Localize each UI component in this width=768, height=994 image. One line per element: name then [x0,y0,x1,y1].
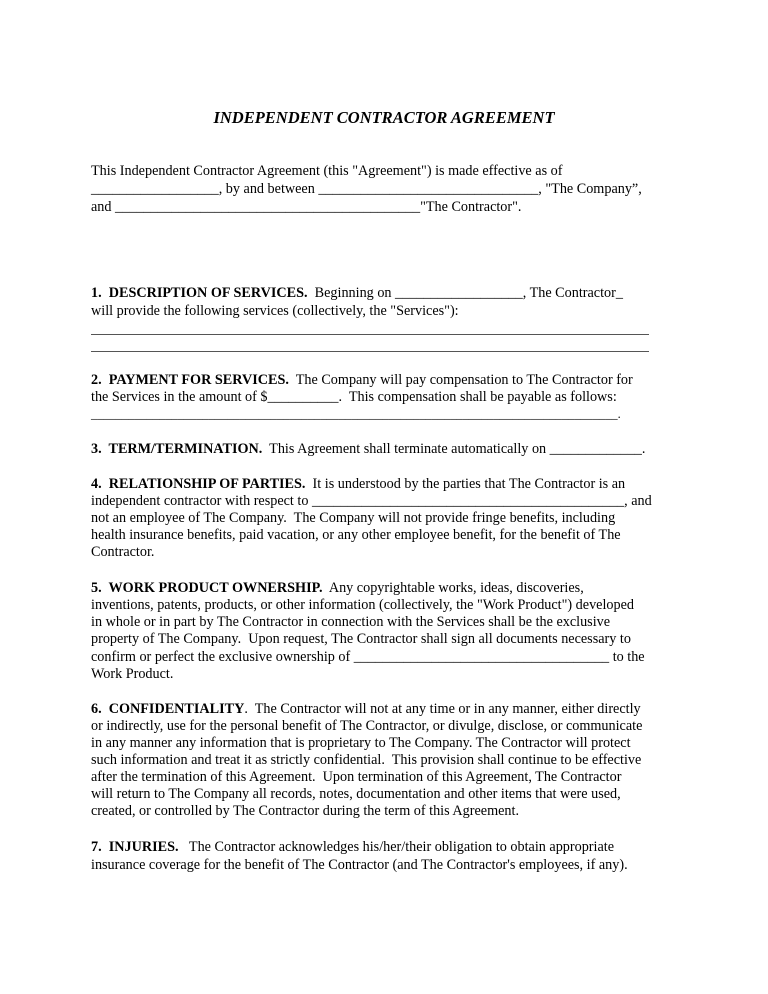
section-4-text: It is understood by the parties that The Contractor is an [305,476,626,492]
section-6-line-6: will return to The Company all records, notes, documentation and other items that were used, [91,786,621,802]
intro-line-1: This Independent Contractor Agreement (this "Agreement") is made effective as of [91,163,563,179]
section-5-heading: 5. WORK PRODUCT OWNERSHIP. [91,580,323,596]
section-4-line-3: not an employee of The Company. The Company will not provide fringe benefits, including [91,510,616,526]
section-3-heading: 3. TERM/TERMINATION. [91,441,263,457]
section-2-text: The Company will pay compensation to The Contractor for [288,372,633,388]
section-7-line-1 [91,839,614,856]
section-4-line-4: health insurance benefits, paid vacation, or any other employee benefit, for the benefit of The [91,527,621,543]
intro-line-2: __________________, by and between _______________________________, "The Company”, [91,181,642,197]
section-5-line-4: property of The Company. Upon request, The Contractor shall sign all documents necessary to [91,631,631,647]
section-7-line-2: insurance coverage for the benefit of The Contractor (and The Contractor's employees, if any). [91,857,628,873]
section-2-line-1 [91,372,633,389]
section-4-line-1 [91,476,625,493]
section-1-line-1 [91,285,623,302]
section-1-heading: 1. DESCRIPTION OF SERVICES. [91,285,308,301]
document-title: INDEPENDENT CONTRACTOR AGREEMENT [213,108,555,127]
section-6-line-5: after the termination of this Agreement. Upon termination of this Agreement, The Contractor [91,769,622,785]
intro-line-3: and ___________________________________________"The Contractor". [91,199,522,215]
section-1-text: Beginning on __________________, The Contractor_ [307,285,623,301]
section-4-heading: 4. RELATIONSHIP OF PARTIES. [91,476,306,492]
section-6-heading: 6. CONFIDENTIALITY [91,701,245,717]
section-5-line-1 [91,580,584,597]
blank-line [91,351,649,352]
section-6-text: . The Contractor will not at any time or in any manner, either directly [244,701,641,717]
section-2-heading: 2. PAYMENT FOR SERVICES. [91,372,289,388]
blank-line [91,334,649,335]
section-6-line-3: in any manner any information that is proprietary to The Company. The Contractor will protect [91,735,631,751]
section-3-line-1 [91,441,645,458]
section-2-line-2: the Services in the amount of $__________. This compensation shall be payable as follows: [91,389,617,405]
section-7-heading: 7. INJURIES. [91,839,179,855]
section-2-line-3: _____________________________________________________________________________________. [91,407,621,421]
section-3-text: This Agreement shall terminate automatically on _____________. [262,441,646,457]
section-6-line-4: such information and treat it as strictly confidential. This provision shall continue to be effective [91,752,642,768]
section-6-line-2: or indirectly, use for the personal benefit of The Contractor, or divulge, disclose, or communicate [91,718,643,734]
section-7-text: The Contractor acknowledges his/her/their obligation to obtain appropriate [178,839,615,855]
section-5-text: Any copyrightable works, ideas, discoveries, [322,580,584,596]
section-6-line-1 [91,701,641,718]
section-4-line-2: independent contractor with respect to ____________________________________________, and [91,493,652,509]
section-5-line-5: confirm or perfect the exclusive ownership of ____________________________________ to the [91,649,645,665]
section-5-line-6: Work Product. [91,666,174,682]
section-4-line-5: Contractor. [91,544,155,560]
section-1-line-2: will provide the following services (collectively, the "Services"): [91,303,459,319]
section-6-line-7: created, or controlled by The Contractor during the term of this Agreement. [91,803,519,819]
section-5-line-3: in whole or in part by The Contractor in connection with the Services shall be the exclusive [91,614,611,630]
section-5-line-2: inventions, patents, products, or other information (collectively, the "Work Product") developed [91,597,634,613]
